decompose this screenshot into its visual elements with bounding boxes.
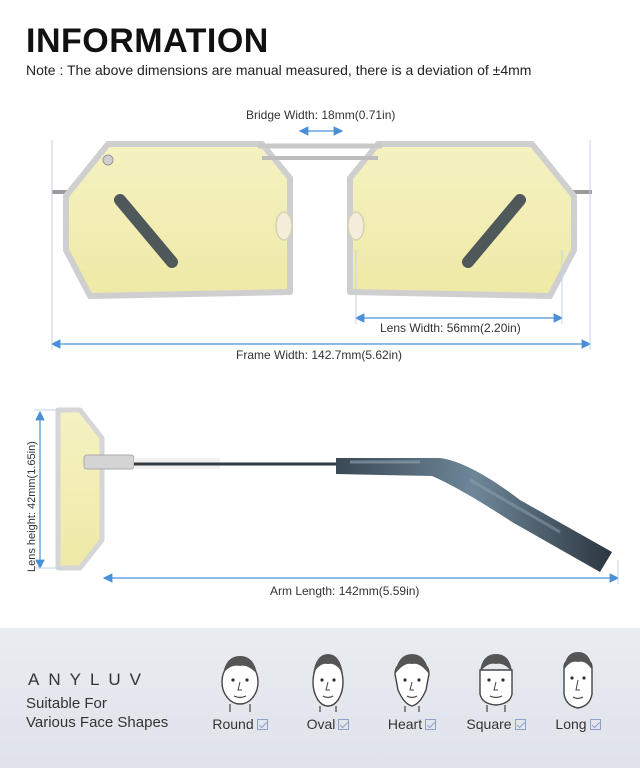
- lens-height-label: Lens height: 42mm(1.65in): [26, 441, 38, 572]
- suitable-line-2: Various Face Shapes: [26, 714, 169, 731]
- check-icon: [590, 719, 601, 730]
- lens-width-label: Lens Width: 56mm(2.20in): [380, 321, 521, 335]
- face-label-round: Round: [212, 716, 254, 732]
- check-icon: [338, 719, 349, 730]
- oval-face-icon: [306, 650, 350, 712]
- arm-length-label: Arm Length: 142mm(5.59in): [270, 584, 420, 598]
- face-oval: [290, 646, 366, 762]
- heart-face-icon: [390, 650, 434, 712]
- face-long: [540, 646, 616, 762]
- bridge-width-label: Bridge Width: 18mm(0.71in): [246, 108, 396, 122]
- face-label-oval: Oval: [306, 716, 336, 732]
- check-icon: [257, 719, 268, 730]
- measurement-note: Note : The above dimensions are manual measured, there is a deviation of ±4mm: [26, 62, 532, 78]
- face-shapes-section: [0, 628, 640, 768]
- face-label-long: Long: [555, 716, 587, 732]
- face-heart: [374, 646, 450, 762]
- side-view: [58, 410, 612, 572]
- round-face-icon: [218, 650, 262, 712]
- front-view: [52, 144, 592, 296]
- suitable-text: [26, 694, 168, 732]
- face-square: [458, 646, 534, 762]
- frame-width-label: Frame Width: 142.7mm(5.62in): [236, 348, 403, 362]
- check-icon: [515, 719, 526, 730]
- face-label-heart: Heart: [387, 716, 423, 732]
- square-face-icon: [474, 650, 518, 712]
- face-label-square: Square: [466, 716, 512, 732]
- long-face-icon: [556, 650, 600, 712]
- suitable-line-1: Suitable For: [26, 695, 107, 712]
- face-round: [202, 646, 278, 762]
- check-icon: [425, 719, 436, 730]
- page-title: INFORMATION: [26, 22, 269, 60]
- brand-logo: ANYLUV: [28, 670, 151, 689]
